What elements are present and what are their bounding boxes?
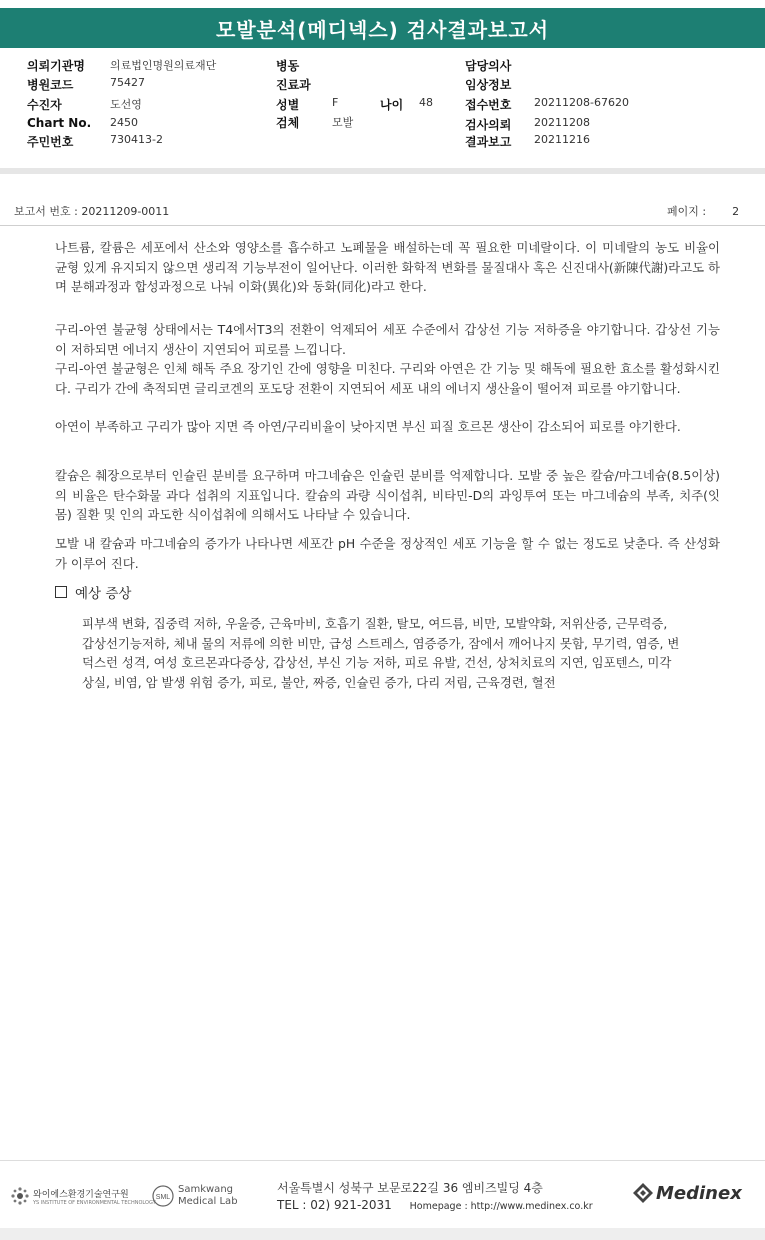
ys-institute-logo [10,1186,156,1206]
paragraph-zinc-deficiency: 아연이 부족하고 구리가 많아 지면 즉 아연/구리비율이 낮아지면 부신 피질 호르몬 생산이 감소되어 피로를 야기한다. [55,419,681,434]
ys-logo-text: 와이에스환경기술연구원 [33,1189,129,1200]
paragraph-sodium-potassium: 나트륨, 칼륨은 세포에서 산소와 영양소를 흡수하고 노폐물을 배설하는데 꼭 필요한 미네랄이다. 이 미네랄의 농도 비율이 균형 있게 유지되지 않으면 생리적 기능부전이 일어난다. 이러한 화학적 변화를 물질대사 혹은 신진대사(新陳代謝)라고도 하며 분해과정과 합성과정으로 나눠 이화(異化)와 동화(同化)라고 한다. [55,240,720,294]
section-divider [0,168,765,174]
report-title: 모발분석(메디넥스) 검사결과보고서 [215,17,550,42]
page-indicator [667,203,739,219]
value-sex: F [332,96,339,109]
footer-address-block [277,1180,593,1215]
sml-logo-icon [152,1185,174,1207]
footer-band [0,1228,765,1240]
paragraph-copper-zinc-liver: 구리-아연 불균형은 인체 해독 주요 장기인 간에 영향을 미친다. 구리와 아연은 간 기능 및 해독에 필요한 효소를 활성화시킨다. 구리가 간에 축적되면 글리코겐의 포도당 전환이 지연되어 세포 내의 에너지 생산율이 떨어져 피로를 야기합니다. [55,361,720,396]
label-chart-no: Chart No. [27,116,92,130]
value-resident-no: 730413-2 [110,133,163,146]
footer-address: 서울특별시 성북구 보문로22길 36 엠비즈빌딩 4층 [277,1181,543,1195]
value-age: 48 [419,96,433,109]
label-resident-no: 주민번호 [27,135,74,149]
label-clinical-info: 임상정보 [465,78,512,92]
symptoms-list: 피부색 변화, 집중력 저하, 우울증, 근육마비, 호흡기 질환, 탈모, 여드름, 비만, 모발약화, 저위산증, 근무력증, 갑상선기능저하, 체내 물의 저류에 의한 비만, 급성 스트레스, 염증증가, 잠에서 깨어나지 못함, 무기력, 염증, 변덕스런 성격, 여성 호르몬과다증상, 갑상선, 부신 기능 저하, 피로 유발, 건선, 상처치료의 지연, 임포텐스, 미각상실, 비염, 암 발생 위험 증가, 피로, 불안, 짜증, 인슐린 증가, 다리 저림, 근육경련, 혈전 [82,616,680,690]
footer-rule [0,1160,765,1161]
samkwang-line1: Samkwang [178,1184,233,1195]
label-age: 나이 [380,98,404,112]
ys-logo-icon [10,1186,30,1206]
value-chart-no: 2450 [110,116,138,129]
report-number: 보고서 번호 : 20211209-0011 [14,205,170,218]
label-result-report: 결과보고 [465,135,512,149]
page-number: 2 [732,205,740,218]
medinex-logo-text: Medinex [656,1182,742,1204]
label-doctor: 담당의사 [465,59,512,73]
label-department: 진료과 [276,78,311,92]
samkwang-line2: Medical Lab [178,1196,238,1207]
value-institution: 의료법인명원의료재단 [110,59,217,72]
paragraph-calcium-magnesium: 칼슘은 췌장으로부터 인슐린 분비를 요구하며 마그네슘은 인슐린 분비를 억제합니다. 모발 중 높은 칼슘/마그네슘(8.5이상)의 비율은 탄수화물 과다 섭취의 지표입니다. 칼슘의 과량 식이섭취, 비타민-D의 과잉투여 또는 마그네슘의 부족, 치주(잇몸) 질환 및 인의 과도한 식이섭취에 의해서도 나타날 수 있습니다. [55,468,720,522]
label-specimen: 검체 [276,116,300,130]
value-result-report: 20211216 [534,133,590,146]
label-hospital-code: 병원코드 [27,78,74,92]
checkbox-icon [55,586,67,598]
symptoms-title: 예상 증상 [75,586,132,602]
header-rule [0,225,765,226]
label-receipt-no: 접수번호 [465,98,512,112]
symptoms-heading [55,582,131,602]
ys-logo-subtext: YS INSTITUTE OF ENVIRONMENTAL TECHNOLOGY [33,1199,156,1206]
patient-info-block [0,52,765,170]
label-institution: 의뢰기관명 [27,59,85,73]
samkwang-logo [152,1184,238,1208]
medinex-logo [632,1182,742,1204]
value-test-request: 20211208 [534,116,590,129]
medinex-logo-icon [632,1182,654,1204]
value-patient: 도선영 [110,98,142,111]
label-patient: 수진자 [27,98,62,112]
footer-tel: TEL : 02) 921-2031 [277,1198,392,1212]
footer-homepage: Homepage : http://www.medinex.co.kr [409,1201,593,1212]
label-test-request: 검사의뢰 [465,118,512,132]
value-hospital-code: 75427 [110,76,145,89]
page-label: 페이지 : [667,205,707,218]
paragraph-copper-zinc-thyroid: 구리-아연 불균형 상태에서는 T4에서T3의 전환이 억제되어 세포 수준에서 갑상선 기능 저하증을 야기합니다. 갑상선 기능이 저하되면 에너지 생산이 지연되어 피로를 느낍니다. [55,322,720,357]
value-specimen: 모발 [332,116,354,129]
value-receipt-no: 20211208-67620 [534,96,629,109]
paragraph-acidification: 모발 내 칼슘과 마그네슘의 증가가 나타나면 세포간 pH 수준을 정상적인 세포 기능을 할 수 없는 정도로 낮춘다. 즉 산성화가 이루어 진다. [55,536,720,571]
sml-logo-mark: SML [155,1194,171,1201]
label-ward: 병동 [276,59,300,73]
label-sex: 성별 [276,98,300,112]
report-title-bar [0,8,765,48]
